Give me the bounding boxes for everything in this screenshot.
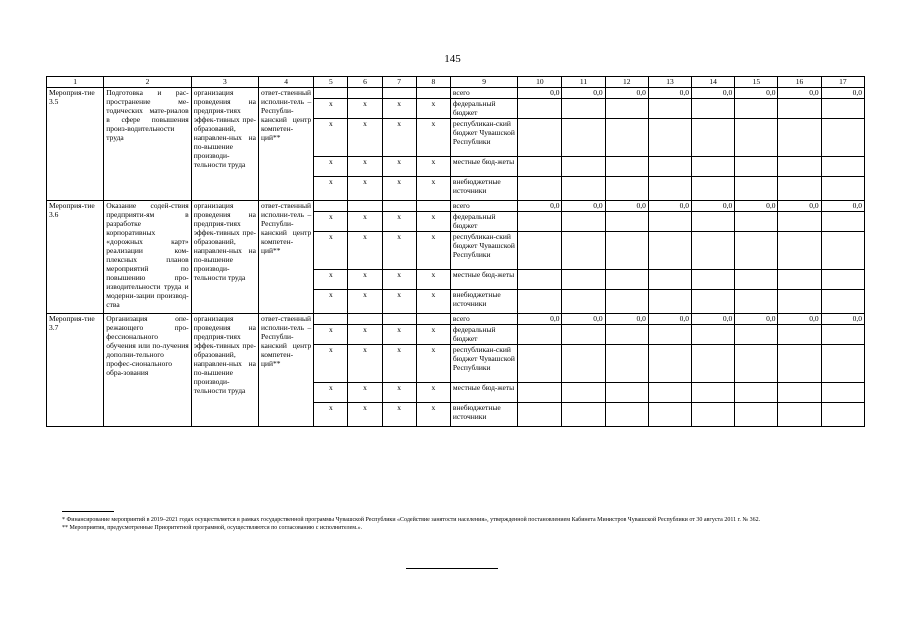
measure-id: Мероприя-тие 3.5 [47, 88, 104, 201]
funding-source: федеральный бюджет [450, 99, 517, 119]
year-value [562, 290, 605, 314]
year-value [518, 119, 562, 157]
end-rule [406, 568, 498, 569]
year-value [735, 177, 778, 201]
funding-source: местные бюд-жеты [450, 157, 517, 177]
year-value [562, 232, 605, 270]
year-value [778, 403, 821, 427]
year-value: 0,0 [605, 201, 648, 212]
measure-id: Мероприя-тие 3.6 [47, 201, 104, 314]
year-value: 0,0 [605, 314, 648, 325]
program-table [46, 76, 865, 427]
code-cell: х [416, 232, 450, 270]
measure-responsible: ответ-ственный исполни-тель – Республи-канский центр компетен-ций** [259, 314, 314, 427]
page-number: 145 [444, 53, 461, 65]
year-value [778, 119, 821, 157]
code-cell: х [416, 325, 450, 345]
code-cell: х [416, 212, 450, 232]
code-cell: х [348, 270, 382, 290]
year-value: 0,0 [735, 88, 778, 99]
year-value [735, 345, 778, 383]
code-cell: х [416, 157, 450, 177]
year-value [562, 345, 605, 383]
year-value [778, 212, 821, 232]
year-value [778, 290, 821, 314]
year-value [518, 232, 562, 270]
code-cell: х [382, 403, 416, 427]
column-number: 15 [735, 77, 778, 88]
year-value: 0,0 [518, 314, 562, 325]
year-value [605, 270, 648, 290]
column-number: 1 [47, 77, 104, 88]
year-value [692, 290, 735, 314]
year-value: 0,0 [735, 314, 778, 325]
code-cell: х [382, 119, 416, 157]
funding-source: всего [450, 314, 517, 325]
table-row [47, 314, 865, 325]
code-cell: х [382, 270, 416, 290]
year-value [605, 290, 648, 314]
code-cell: х [416, 383, 450, 403]
year-value [518, 403, 562, 427]
code-cell: х [382, 325, 416, 345]
year-value [605, 383, 648, 403]
year-value [692, 383, 735, 403]
code-cell: х [348, 383, 382, 403]
year-value: 0,0 [605, 88, 648, 99]
funding-source: федеральный бюджет [450, 212, 517, 232]
code-cell [416, 201, 450, 212]
code-cell: х [314, 270, 348, 290]
code-cell: х [314, 212, 348, 232]
funding-source: республикан-ский бюджет Чувашской Республики [450, 345, 517, 383]
measure-id: Мероприя-тие 3.7 [47, 314, 104, 427]
code-cell: х [348, 232, 382, 270]
year-value [605, 119, 648, 157]
year-value [648, 383, 691, 403]
code-cell: х [348, 119, 382, 157]
year-value [778, 232, 821, 270]
code-cell: х [416, 99, 450, 119]
year-value [648, 232, 691, 270]
measure-goal: организация проведения на предприя-тиях эффек-тивных пре-образований, направлен-ных на по-вышение производи-тельности труда [191, 88, 258, 201]
code-cell [382, 314, 416, 325]
footnotes [62, 516, 862, 532]
year-value [518, 212, 562, 232]
year-value [821, 383, 864, 403]
year-value [518, 177, 562, 201]
code-cell: х [314, 232, 348, 270]
year-value [648, 177, 691, 201]
year-value [821, 290, 864, 314]
code-cell: х [382, 157, 416, 177]
year-value [821, 99, 864, 119]
year-value [692, 403, 735, 427]
code-cell: х [348, 177, 382, 201]
code-cell [314, 201, 348, 212]
column-number: 3 [191, 77, 258, 88]
year-value [518, 383, 562, 403]
year-value: 0,0 [821, 88, 864, 99]
year-value [562, 383, 605, 403]
year-value [648, 212, 691, 232]
code-cell: х [382, 99, 416, 119]
year-value [692, 157, 735, 177]
code-cell: х [314, 403, 348, 427]
code-cell: х [314, 99, 348, 119]
code-cell: х [416, 177, 450, 201]
year-value [821, 157, 864, 177]
code-cell [416, 88, 450, 99]
year-value [821, 119, 864, 157]
year-value [648, 325, 691, 345]
year-value [648, 157, 691, 177]
year-value [605, 99, 648, 119]
year-value [605, 325, 648, 345]
column-number: 8 [416, 77, 450, 88]
year-value [735, 212, 778, 232]
year-value [518, 290, 562, 314]
code-cell: х [314, 345, 348, 383]
column-number: 17 [821, 77, 864, 88]
column-number-header [47, 77, 865, 88]
code-cell: х [348, 157, 382, 177]
year-value [648, 270, 691, 290]
year-value [821, 403, 864, 427]
year-value [648, 119, 691, 157]
column-number: 9 [450, 77, 517, 88]
column-number: 5 [314, 77, 348, 88]
year-value [648, 290, 691, 314]
year-value [692, 99, 735, 119]
code-cell: х [348, 345, 382, 383]
year-value [518, 99, 562, 119]
year-value [605, 403, 648, 427]
year-value [605, 157, 648, 177]
year-value [821, 325, 864, 345]
year-value [518, 345, 562, 383]
code-cell: х [314, 325, 348, 345]
code-cell [314, 314, 348, 325]
year-value [692, 212, 735, 232]
year-value [778, 99, 821, 119]
code-cell: х [348, 403, 382, 427]
year-value [692, 325, 735, 345]
funding-source: всего [450, 201, 517, 212]
year-value: 0,0 [562, 201, 605, 212]
year-value [605, 345, 648, 383]
code-cell: х [348, 325, 382, 345]
year-value [821, 177, 864, 201]
code-cell: х [382, 383, 416, 403]
year-value: 0,0 [648, 88, 691, 99]
year-value: 0,0 [692, 314, 735, 325]
year-value [562, 403, 605, 427]
column-number: 7 [382, 77, 416, 88]
year-value: 0,0 [778, 201, 821, 212]
code-cell: х [314, 119, 348, 157]
year-value [562, 212, 605, 232]
year-value [735, 383, 778, 403]
code-cell [382, 88, 416, 99]
measure-responsible: ответ-ственный исполни-тель – Республи-канский центр компетен-ций** [259, 88, 314, 201]
year-value: 0,0 [518, 201, 562, 212]
funding-source: внебюджетные источники [450, 403, 517, 427]
year-value: 0,0 [692, 201, 735, 212]
year-value [735, 325, 778, 345]
year-value: 0,0 [778, 314, 821, 325]
year-value: 0,0 [692, 88, 735, 99]
funding-source: всего [450, 88, 517, 99]
year-value [562, 177, 605, 201]
code-cell: х [348, 212, 382, 232]
year-value [735, 232, 778, 270]
footnote-2: ** Мероприятия, предусмотренные Приоритетной программой, осуществляются по согласованию с исполнителем.». [62, 525, 363, 531]
code-cell [348, 201, 382, 212]
year-value: 0,0 [735, 201, 778, 212]
column-number: 11 [562, 77, 605, 88]
code-cell: х [416, 345, 450, 383]
year-value [778, 177, 821, 201]
funding-source: республикан-ский бюджет Чувашской Республики [450, 119, 517, 157]
year-value [778, 345, 821, 383]
year-value: 0,0 [821, 201, 864, 212]
year-value [562, 325, 605, 345]
measure-name: Подготовка и рас-пространение ме-тодических мате-риалов в сфере повышения произ-водительности труда [104, 88, 191, 201]
year-value: 0,0 [562, 88, 605, 99]
column-number: 6 [348, 77, 382, 88]
footnote-1: * Финансирование мероприятий в 2019–2021 годах осуществляется в рамках государственной программы Чувашской Республики «Содействие занятости населения», утвержденной постановлением Кабинета Министров Чувашской Республики от 30 августа 2011 г. № 362. [62, 517, 761, 523]
column-number: 4 [259, 77, 314, 88]
column-number: 10 [518, 77, 562, 88]
year-value: 0,0 [562, 314, 605, 325]
year-value [778, 157, 821, 177]
measure-name: Организация опе-режающего про-фессионального обучения или по-лучения дополни-тельного профес-сионального обра-зования [104, 314, 191, 427]
year-value [735, 99, 778, 119]
year-value [605, 177, 648, 201]
year-value [692, 232, 735, 270]
year-value [518, 157, 562, 177]
year-value [605, 212, 648, 232]
code-cell [382, 201, 416, 212]
column-number: 2 [104, 77, 191, 88]
code-cell: х [416, 119, 450, 157]
year-value [778, 383, 821, 403]
year-value [735, 270, 778, 290]
funding-source: республикан-ский бюджет Чувашской Республики [450, 232, 517, 270]
funding-source: местные бюд-жеты [450, 383, 517, 403]
code-cell: х [348, 99, 382, 119]
code-cell: х [314, 290, 348, 314]
column-number: 13 [648, 77, 691, 88]
year-value [735, 119, 778, 157]
year-value [518, 325, 562, 345]
code-cell [348, 314, 382, 325]
code-cell: х [314, 383, 348, 403]
code-cell [314, 88, 348, 99]
code-cell: х [382, 177, 416, 201]
year-value [735, 290, 778, 314]
year-value [778, 270, 821, 290]
funding-source: местные бюд-жеты [450, 270, 517, 290]
year-value [648, 345, 691, 383]
code-cell: х [382, 345, 416, 383]
year-value [692, 270, 735, 290]
year-value: 0,0 [821, 314, 864, 325]
year-value [735, 157, 778, 177]
year-value [562, 157, 605, 177]
year-value: 0,0 [518, 88, 562, 99]
code-cell: х [416, 270, 450, 290]
year-value [692, 119, 735, 157]
code-cell: х [382, 212, 416, 232]
code-cell: х [416, 290, 450, 314]
year-value [648, 99, 691, 119]
year-value: 0,0 [648, 201, 691, 212]
year-value [821, 345, 864, 383]
code-cell: х [348, 290, 382, 314]
year-value [821, 212, 864, 232]
code-cell: х [382, 290, 416, 314]
year-value [735, 403, 778, 427]
measure-name: Оказание содей-ствия предприяти-ям в разработке корпоративных «дорожных карт» реализации ком-плексных планов мероприятий по повышению про-изводительности труда и модерни-зации производ-ства [104, 201, 191, 314]
year-value [518, 270, 562, 290]
year-value [605, 232, 648, 270]
funding-source: внебюджетные источники [450, 177, 517, 201]
year-value: 0,0 [778, 88, 821, 99]
year-value [821, 270, 864, 290]
table-row [47, 201, 865, 212]
measure-goal: организация проведения на предприя-тиях эффек-тивных пре-образований, направлен-ных на по-вышение производи-тельности труда [191, 314, 258, 427]
column-number: 16 [778, 77, 821, 88]
code-cell [348, 88, 382, 99]
funding-source: федеральный бюджет [450, 325, 517, 345]
column-number: 12 [605, 77, 648, 88]
year-value [562, 270, 605, 290]
measure-goal: организация проведения на предприя-тиях эффек-тивных пре-образований, направлен-ных на по-вышение производи-тельности труда [191, 201, 258, 314]
year-value [692, 345, 735, 383]
code-cell: х [416, 403, 450, 427]
code-cell: х [314, 157, 348, 177]
funding-source: внебюджетные источники [450, 290, 517, 314]
column-number: 14 [692, 77, 735, 88]
year-value: 0,0 [648, 314, 691, 325]
code-cell: х [382, 232, 416, 270]
measure-responsible: ответ-ственный исполни-тель – Республи-канский центр компетен-ций** [259, 201, 314, 314]
year-value [821, 232, 864, 270]
year-value [562, 99, 605, 119]
year-value [778, 325, 821, 345]
table-row [47, 88, 865, 99]
year-value [648, 403, 691, 427]
footnote-separator [62, 511, 114, 512]
year-value [692, 177, 735, 201]
code-cell: х [314, 177, 348, 201]
code-cell [416, 314, 450, 325]
year-value [562, 119, 605, 157]
